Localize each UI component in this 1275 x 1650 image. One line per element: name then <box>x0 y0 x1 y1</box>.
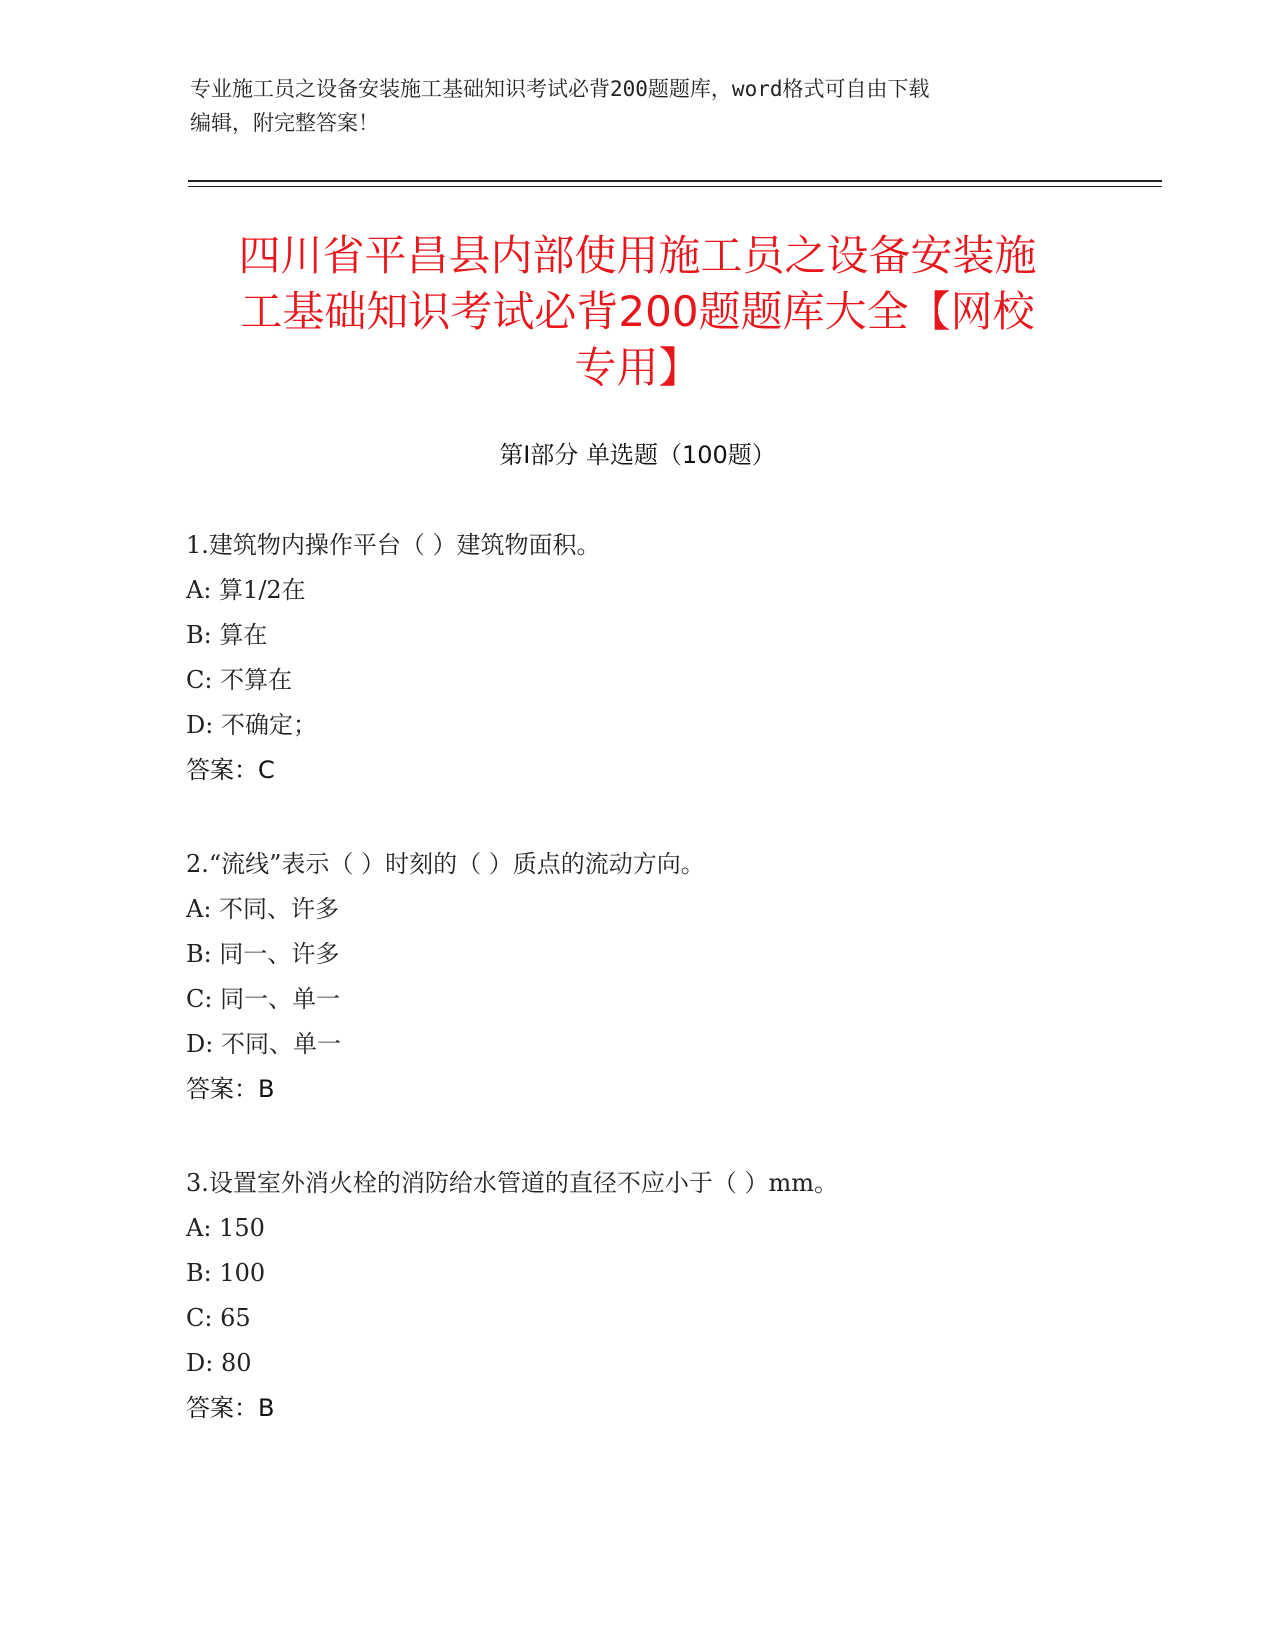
option-d: D: 不同、单一 <box>186 1030 341 1058</box>
question-stem: 2.“流线”表示（ ）时刻的（ ）质点的流动方向。 <box>186 850 705 878</box>
option-b: B: 100 <box>186 1259 266 1287</box>
section-heading: 第Ⅰ部分 单选题（100题） <box>499 441 776 469</box>
question-block <box>186 528 1186 798</box>
document-title <box>190 228 1085 396</box>
question-block <box>186 1166 1186 1436</box>
document-title-line-2: 工基础知识考试必背200题题库大全【网校 <box>240 287 1035 336</box>
header-divider-thick <box>188 180 1162 182</box>
document-title-line-3: 专用】 <box>574 343 701 392</box>
option-d: D: 80 <box>186 1349 252 1377</box>
option-b: B: 同一、许多 <box>186 940 340 968</box>
answer-line: 答案：C <box>186 756 275 784</box>
answer-line: 答案：B <box>186 1075 275 1103</box>
header-note-line-2: 编辑，附完整答案！ <box>190 111 379 135</box>
question-block <box>186 847 1186 1117</box>
option-a: A: 150 <box>186 1214 265 1242</box>
answer-line: 答案：B <box>186 1394 275 1422</box>
header-note-line-1: 专业施工员之设备安装施工基础知识考试必背200题题库，word格式可自由下载 <box>190 77 930 101</box>
option-c: C: 不算在 <box>186 666 293 694</box>
question-stem: 3.设置室外消火栓的消防给水管道的直径不应小于（ ）mm。 <box>186 1169 839 1197</box>
option-c: C: 同一、单一 <box>186 985 341 1013</box>
header-divider-thin <box>188 186 1162 187</box>
option-a: A: 不同、许多 <box>186 895 340 923</box>
option-b: B: 算在 <box>186 621 268 649</box>
question-stem: 1.建筑物内操作平台（ ）建筑物面积。 <box>186 531 601 559</box>
document-title-line-1: 四川省平昌县内部使用施工员之设备安装施 <box>238 231 1037 280</box>
option-c: C: 65 <box>186 1304 251 1332</box>
option-a: A: 算1/2在 <box>186 576 306 604</box>
header-note <box>190 72 1090 140</box>
option-d: D: 不确定； <box>186 711 317 739</box>
